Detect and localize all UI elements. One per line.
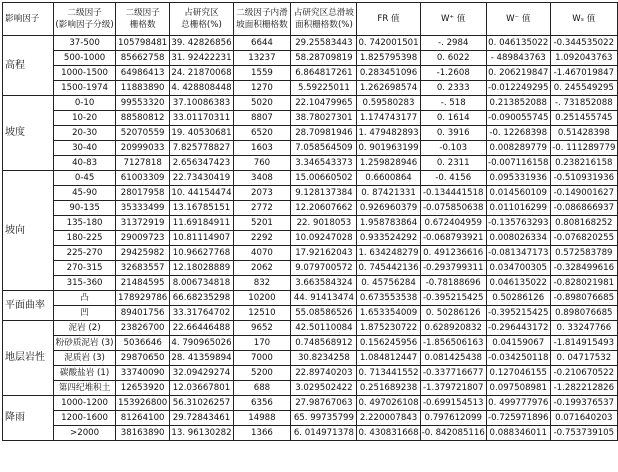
w-plus-cell: -0. 842085116	[420, 426, 486, 441]
grid-pct-cell: 2.656347423	[170, 156, 233, 171]
grid-pct-cell: 56.31026257	[170, 396, 233, 411]
table-row	[3, 231, 618, 246]
sub-factor-cell: 180-225	[54, 231, 116, 246]
slide-pct-cell: 42.50110084	[291, 321, 357, 336]
sub-factor-cell: 135-180	[54, 216, 116, 231]
w-s-cell: -0.076820255	[550, 231, 617, 246]
slide-pct-cell: 6.864817261	[291, 66, 357, 81]
grid-pct-cell: 29.72843461	[170, 411, 233, 426]
w-minus-cell: -0.395215425	[486, 306, 550, 321]
w-plus-cell: 0. 3916	[420, 126, 486, 141]
slide-count-cell: 13237	[233, 51, 291, 66]
w-s-cell: 0.071640203	[550, 411, 617, 426]
grid-pct-cell: 8.006734818	[170, 276, 233, 291]
w-minus-cell: 0.034700305	[486, 261, 550, 276]
header-slide: 二级因子内滑 坡面积栅格数	[233, 3, 291, 36]
grid-pct-cell: 10.96627768	[170, 246, 233, 261]
grid-count-cell: 29870650	[115, 351, 169, 366]
grid-pct-cell: 37.10086383	[170, 96, 233, 111]
fr-value-cell: 1.825795398	[357, 51, 420, 66]
table-row	[3, 276, 618, 291]
grid-pct-cell: 39. 42826856	[170, 36, 233, 51]
sub-factor-cell: 泥质岩 (3)	[54, 351, 116, 366]
slide-count-cell: 1270	[233, 81, 291, 96]
sub-factor-cell: 20-30	[54, 126, 116, 141]
table-row	[3, 411, 618, 426]
w-s-cell: -0.086866937	[550, 201, 617, 216]
slide-count-cell: 832	[233, 276, 291, 291]
w-plus-cell: -0.395215425	[420, 291, 486, 306]
sub-factor-cell: 1500-1974	[54, 81, 116, 96]
w-plus-cell: -0.075850638	[420, 201, 486, 216]
slide-pct-cell: 9.128137384	[291, 186, 357, 201]
table-row	[3, 306, 618, 321]
w-plus-cell: -1.856506163	[420, 336, 486, 351]
w-s-cell: 0.808168252	[550, 216, 617, 231]
grid-count-cell: 7127818	[115, 156, 169, 171]
grid-pct-cell: 13.16785151	[170, 201, 233, 216]
table-row	[3, 201, 618, 216]
slide-pct-cell: 10.09247028	[291, 231, 357, 246]
w-plus-cell: -0. 4156	[420, 171, 486, 186]
sub-factor-cell: 凸	[54, 291, 116, 306]
grid-pct-cell: 4. 790965026	[170, 336, 233, 351]
sub-factor-cell: 90-135	[54, 201, 116, 216]
fr-value-cell: 0.673553538	[357, 291, 420, 306]
grid-count-cell: 88580812	[115, 111, 169, 126]
w-s-cell: -0.898076685	[550, 291, 617, 306]
w-s-cell: -1.282212826	[550, 381, 617, 396]
grid-pct-cell: 22.73430419	[170, 171, 233, 186]
slide-count-cell: 2292	[233, 231, 291, 246]
slide-count-cell: 1559	[233, 66, 291, 81]
grid-count-cell: 20999033	[115, 141, 169, 156]
w-minus-cell: 0.046135022	[486, 276, 550, 291]
grid-count-cell: 35333499	[115, 201, 169, 216]
w-plus-cell: -1.2608	[420, 66, 486, 81]
w-plus-cell: -. 518	[420, 96, 486, 111]
grid-pct-cell: 66.68235298	[170, 291, 233, 306]
sub-factor-cell: 粉砂质泥岩 (3)	[54, 336, 116, 351]
grid-count-cell: 29009723	[115, 231, 169, 246]
w-plus-cell: 0.628920832	[420, 321, 486, 336]
grid-pct-cell: 31. 92422231	[170, 51, 233, 66]
slide-pct-cell: 65. 99735799	[291, 411, 357, 426]
grid-pct-cell: 11.69184911	[170, 216, 233, 231]
w-minus-cell: 0.04159067	[486, 336, 550, 351]
w-plus-cell: 0.672404959	[420, 216, 486, 231]
fr-value-cell: 0. 497026108	[357, 396, 420, 411]
grid-count-cell: 29425982	[115, 246, 169, 261]
grid-pct-cell: 10. 44154474	[170, 186, 233, 201]
table-row	[3, 66, 618, 81]
slide-pct-cell: 22.89740203	[291, 366, 357, 381]
sub-factor-cell: 第四纪堆积土	[54, 381, 116, 396]
fr-value-cell: 1.958783864	[357, 216, 420, 231]
slide-pct-cell: 27.98767063	[291, 396, 357, 411]
table-row	[3, 366, 618, 381]
slide-pct-cell: 30.8234258	[291, 351, 357, 366]
slide-count-cell: 8807	[233, 111, 291, 126]
w-minus-cell: 0.088346011	[486, 426, 550, 441]
w-s-cell: 0.251455745	[550, 111, 617, 126]
fr-value-cell: 0. 45756284	[357, 276, 420, 291]
sub-factor-cell: 500-1000	[54, 51, 116, 66]
table-row	[3, 261, 618, 276]
w-plus-cell: -0.068793921	[420, 231, 486, 246]
w-s-cell: 0.51428398	[550, 126, 617, 141]
grid-count-cell: 31372919	[115, 216, 169, 231]
sub-factor-cell: 凹	[54, 306, 116, 321]
w-s-cell: -0.149001627	[550, 186, 617, 201]
sub-factor-cell: >2000	[54, 426, 116, 441]
w-s-cell: 0.898076685	[550, 306, 617, 321]
w-minus-cell: -0.090055745	[486, 111, 550, 126]
w-s-cell: 0.572583789	[550, 246, 617, 261]
sub-factor-cell: 碳酸盐岩 (1)	[54, 366, 116, 381]
w-minus-cell: 0.095331936	[486, 171, 550, 186]
factor-cell: 地层岩性	[3, 321, 54, 396]
grid-count-cell: 28017958	[115, 186, 169, 201]
w-minus-cell: -0.034250118	[486, 351, 550, 366]
sub-factor-cell: 1000-1200	[54, 396, 116, 411]
slide-pct-cell: 55.08586526	[291, 306, 357, 321]
grid-pct-cell: 7.825778827	[170, 141, 233, 156]
slide-pct-cell: 3.029502422	[291, 381, 357, 396]
w-minus-cell: -0.007116158	[486, 156, 550, 171]
slide-count-cell: 3408	[233, 171, 291, 186]
w-minus-cell: -0.296443172	[486, 321, 550, 336]
w-s-cell: 0. 04717532	[550, 351, 617, 366]
header-row	[3, 3, 618, 36]
table-row	[3, 321, 618, 336]
w-plus-cell: 0. 2311	[420, 156, 486, 171]
sub-factor-cell: 225-270	[54, 246, 116, 261]
w-minus-cell: 0. 499777976	[486, 396, 550, 411]
factor-cell: 平面曲率	[3, 291, 54, 321]
factor-cell: 坡度	[3, 96, 54, 171]
fr-value-cell: 1.084812447	[357, 351, 420, 366]
grid-count-cell: 11883890	[115, 81, 169, 96]
fr-value-cell: 2.220007843	[357, 411, 420, 426]
fr-value-cell: 0.926960379	[357, 201, 420, 216]
table-row	[3, 141, 618, 156]
sub-factor-cell: 315-360	[54, 276, 116, 291]
grid-pct-cell: 12.03667801	[170, 381, 233, 396]
table-container	[2, 2, 618, 441]
w-s-cell: -0.828021981	[550, 276, 617, 291]
fr-value-cell: 0. 87421331	[357, 186, 420, 201]
fr-value-cell: 0.59580283	[357, 96, 420, 111]
fr-value-cell: 0.283451096	[357, 66, 420, 81]
w-s-cell: -1.467019847	[550, 66, 617, 81]
fr-value-cell: 1. 634248279	[357, 246, 420, 261]
slide-count-cell: 2772	[233, 201, 291, 216]
fr-value-cell: 0. 713441552	[357, 366, 420, 381]
sub-factor-cell: 1000-1500	[54, 66, 116, 81]
grid-count-cell: 89401756	[115, 306, 169, 321]
fr-value-cell: 0. 742001501	[357, 36, 420, 51]
table-body	[3, 36, 618, 441]
header-fr: FR 值	[357, 3, 420, 36]
table-row	[3, 216, 618, 231]
fr-value-cell: 0.251689238	[357, 381, 420, 396]
table-row	[3, 156, 618, 171]
sub-factor-cell: 37-500	[54, 36, 116, 51]
header-factor: 影响因子	[3, 3, 54, 36]
grid-count-cell: 105798481	[115, 36, 169, 51]
grid-count-cell: 99553320	[115, 96, 169, 111]
sub-factor-cell: 1200-1600	[54, 411, 116, 426]
sub-factor-cell: 泥岩 (2)	[54, 321, 116, 336]
w-plus-cell: -0.78188696	[420, 276, 486, 291]
table-row	[3, 126, 618, 141]
slide-count-cell: 6520	[233, 126, 291, 141]
grid-count-cell: 81264100	[115, 411, 169, 426]
slide-count-cell: 1366	[233, 426, 291, 441]
sub-factor-cell: 40-83	[54, 156, 116, 171]
grid-pct-cell: 12.18028889	[170, 261, 233, 276]
sub-factor-cell: 270-315	[54, 261, 116, 276]
w-minus-cell: -0.012249295	[486, 81, 550, 96]
grid-pct-cell: 19. 40530681	[170, 126, 233, 141]
w-s-cell: -0.199376537	[550, 396, 617, 411]
sub-factor-cell: 0-45	[54, 171, 116, 186]
fr-value-cell: 0.6600864	[357, 171, 420, 186]
slide-pct-cell: 29.25583443	[291, 36, 357, 51]
slide-pct-cell: 38.78027301	[291, 111, 357, 126]
w-minus-cell: 0. 046135022	[486, 36, 550, 51]
sub-factor-cell: 10-20	[54, 111, 116, 126]
grid-pct-cell: 33.01170311	[170, 111, 233, 126]
table-row	[3, 336, 618, 351]
grid-pct-cell: 33.31764702	[170, 306, 233, 321]
sub-factor-cell: 0-10	[54, 96, 116, 111]
w-s-cell: -. 731852088	[550, 96, 617, 111]
grid-pct-cell: 28. 41359894	[170, 351, 233, 366]
slide-pct-cell: 15.00660502	[291, 171, 357, 186]
slide-pct-cell: 7.058564509	[291, 141, 357, 156]
w-plus-cell: 0. 491236616	[420, 246, 486, 261]
slide-pct-cell: 0.748568912	[291, 336, 357, 351]
grid-count-cell: 64986413	[115, 66, 169, 81]
grid-count-cell: 52070559	[115, 126, 169, 141]
slide-count-cell: 1603	[233, 141, 291, 156]
grid-count-cell: 85662758	[115, 51, 169, 66]
slide-count-cell: 5201	[233, 216, 291, 231]
fr-value-cell: 0. 745442136	[357, 261, 420, 276]
w-minus-cell: 0.50286126	[486, 291, 550, 306]
grid-pct-cell: 13. 96130282	[170, 426, 233, 441]
table-row	[3, 426, 618, 441]
sub-factor-cell: 30-40	[54, 141, 116, 156]
slide-pct-cell: 28.70981946	[291, 126, 357, 141]
grid-count-cell: 61003309	[115, 171, 169, 186]
header-w-plus: W⁺ 值	[420, 3, 486, 36]
slide-count-cell: 7000	[233, 351, 291, 366]
fr-value-cell: 0.156245956	[357, 336, 420, 351]
table-row	[3, 396, 618, 411]
table-row	[3, 51, 618, 66]
w-minus-cell: 0.014560109	[486, 186, 550, 201]
slide-pct-cell: 22.10479965	[291, 96, 357, 111]
slide-count-cell: 170	[233, 336, 291, 351]
fr-value-cell: 1.653354009	[357, 306, 420, 321]
slide-pct-cell: 9.079700572	[291, 261, 357, 276]
w-plus-cell: -0.293799311	[420, 261, 486, 276]
slide-pct-cell: 12.20607662	[291, 201, 357, 216]
w-minus-cell: 0.011016299	[486, 201, 550, 216]
w-plus-cell: 0. 6022	[420, 51, 486, 66]
sub-factor-cell: 45-90	[54, 186, 116, 201]
slide-count-cell: 14988	[233, 411, 291, 426]
fr-value-cell: 1.174743177	[357, 111, 420, 126]
w-s-cell: 0. 245549295	[550, 81, 617, 96]
header-w-s: Wₛ 值	[550, 3, 617, 36]
slide-count-cell: 12510	[233, 306, 291, 321]
w-plus-cell: -0.337716677	[420, 366, 486, 381]
w-minus-cell: -0.135763293	[486, 216, 550, 231]
fr-value-cell: 1.262698574	[357, 81, 420, 96]
slide-count-cell: 4070	[233, 246, 291, 261]
slide-count-cell: 10200	[233, 291, 291, 306]
header-slide-pct: 占研究区总滑坡 面积栅格数(%)	[291, 3, 357, 36]
slide-pct-cell: 3.663584324	[291, 276, 357, 291]
w-s-cell: -0.210670522	[550, 366, 617, 381]
fr-value-cell: 0. 901963199	[357, 141, 420, 156]
grid-pct-cell: 10.81114907	[170, 231, 233, 246]
grid-pct-cell: 24. 21870068	[170, 66, 233, 81]
w-s-cell: -0. 111289779	[550, 141, 617, 156]
w-minus-cell: -0. 12268398	[486, 126, 550, 141]
header-secondary: 二级因子 (影响因子分级)	[54, 3, 116, 36]
fr-value-cell: 0.933524292	[357, 231, 420, 246]
w-plus-cell: -. 2984	[420, 36, 486, 51]
w-plus-cell: 0. 1614	[420, 111, 486, 126]
grid-pct-cell: 32.09429274	[170, 366, 233, 381]
table-row	[3, 246, 618, 261]
slide-count-cell: 5020	[233, 96, 291, 111]
factor-cell: 坡向	[3, 171, 54, 291]
w-minus-cell: 0.097508981	[486, 381, 550, 396]
w-plus-cell: 0. 50286126	[420, 306, 486, 321]
w-s-cell: 1.092043763	[550, 51, 617, 66]
w-minus-cell: 0.127046155	[486, 366, 550, 381]
grid-count-cell: 5036646	[115, 336, 169, 351]
w-plus-cell: 0. 2333	[420, 81, 486, 96]
table-row	[3, 171, 618, 186]
grid-count-cell: 21484595	[115, 276, 169, 291]
slide-count-cell: 2062	[233, 261, 291, 276]
slide-count-cell: 6356	[233, 396, 291, 411]
w-plus-cell: -0.103	[420, 141, 486, 156]
factor-cell: 高程	[3, 36, 54, 96]
slide-count-cell: 760	[233, 156, 291, 171]
slide-count-cell: 2073	[233, 186, 291, 201]
grid-count-cell: 38163890	[115, 426, 169, 441]
w-plus-cell: -0.699154513	[420, 396, 486, 411]
table-row	[3, 291, 618, 306]
grid-count-cell: 12653920	[115, 381, 169, 396]
w-plus-cell: -1.379721807	[420, 381, 486, 396]
grid-count-cell: 23826700	[115, 321, 169, 336]
w-s-cell: -0.753739105	[550, 426, 617, 441]
header-w-minus: W⁻ 值	[486, 3, 550, 36]
landslide-factor-table	[2, 2, 618, 441]
w-s-cell: -1.814915493	[550, 336, 617, 351]
slide-pct-cell: 3.346543373	[291, 156, 357, 171]
w-minus-cell: 0.008289779	[486, 141, 550, 156]
slide-count-cell: 5200	[233, 366, 291, 381]
fr-value-cell: 1.259828946	[357, 156, 420, 171]
grid-pct-cell: 22.66446488	[170, 321, 233, 336]
table-row	[3, 351, 618, 366]
slide-pct-cell: 58.28709819	[291, 51, 357, 66]
w-minus-cell: 0.213852088	[486, 96, 550, 111]
grid-count-cell: 178929786	[115, 291, 169, 306]
slide-count-cell: 688	[233, 381, 291, 396]
w-s-cell: 0.238216158	[550, 156, 617, 171]
fr-value-cell: 0. 430831668	[357, 426, 420, 441]
slide-pct-cell: 5.59225011	[291, 81, 357, 96]
w-plus-cell: 0.081425438	[420, 351, 486, 366]
w-plus-cell: 0.797612099	[420, 411, 486, 426]
grid-count-cell: 32683557	[115, 261, 169, 276]
header-pct: 占研究区 总栅格(%)	[170, 3, 233, 36]
slide-pct-cell: 44. 91413474	[291, 291, 357, 306]
table-row	[3, 111, 618, 126]
slide-count-cell: 9652	[233, 321, 291, 336]
fr-value-cell: 1.875230722	[357, 321, 420, 336]
table-row	[3, 96, 618, 111]
w-s-cell: 0. 33247766	[550, 321, 617, 336]
slide-pct-cell: 17.92162043	[291, 246, 357, 261]
slide-pct-cell: 6. 014971378	[291, 426, 357, 441]
fr-value-cell: 1. 479482893	[357, 126, 420, 141]
w-minus-cell: 0. 206219847	[486, 66, 550, 81]
w-plus-cell: -0.134441518	[420, 186, 486, 201]
w-s-cell: -0.344535022	[550, 36, 617, 51]
slide-pct-cell: 22. 9018053	[291, 216, 357, 231]
w-minus-cell: - 489843763	[486, 51, 550, 66]
table-row	[3, 36, 618, 51]
header-grid: 二级因子 栅格数	[115, 3, 169, 36]
table-row	[3, 186, 618, 201]
grid-count-cell: 153926800	[115, 396, 169, 411]
w-minus-cell: -0.081347173	[486, 246, 550, 261]
table-row	[3, 81, 618, 96]
table-row	[3, 381, 618, 396]
slide-count-cell: 6644	[233, 36, 291, 51]
grid-pct-cell: 4. 428808448	[170, 81, 233, 96]
w-minus-cell: 0.008026334	[486, 231, 550, 246]
grid-count-cell: 33740090	[115, 366, 169, 381]
factor-cell: 降雨	[3, 396, 54, 441]
w-s-cell: -0.510931936	[550, 171, 617, 186]
w-minus-cell: -0.725971896	[486, 411, 550, 426]
w-s-cell: -0.328499616	[550, 261, 617, 276]
